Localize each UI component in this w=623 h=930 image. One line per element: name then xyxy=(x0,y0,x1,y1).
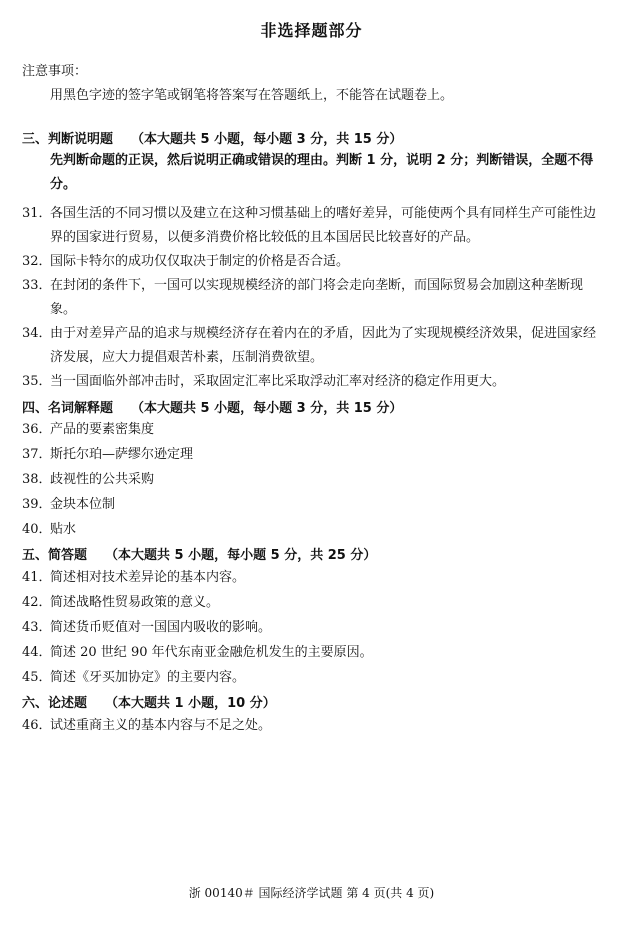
question-text: 简述战略性贸易政策的意义。 xyxy=(50,595,220,610)
question-item xyxy=(22,666,607,690)
question-number: 42． xyxy=(22,595,52,610)
question-number: 40． xyxy=(22,522,52,537)
question-text: 简述货币贬值对一国国内吸收的影响。 xyxy=(50,620,272,635)
question-text: 国际卡特尔的成功仅仅取决于制定的价格是否合适。 xyxy=(50,254,350,269)
question-number: 32． xyxy=(22,254,52,269)
section-instruction: 先判断命题的正误，然后说明正确或错误的理由。判断 1 分，说明 2 分；判断错误，全题不得分。 xyxy=(50,153,594,192)
section-heading-judgement xyxy=(22,128,402,147)
page-title: 非选择题部分 xyxy=(260,21,363,40)
question-number: 34． xyxy=(22,326,52,341)
question-item xyxy=(22,641,607,665)
question-item xyxy=(22,616,607,640)
question-number: 37． xyxy=(22,447,52,462)
section-heading-terms xyxy=(22,397,402,416)
question-item xyxy=(22,274,607,322)
section-heading-essay xyxy=(22,692,276,711)
question-number: 41． xyxy=(22,570,52,585)
question-number: 38． xyxy=(22,472,52,487)
question-item xyxy=(22,250,607,274)
question-text: 斯托尔珀—萨缪尔逊定理 xyxy=(50,447,194,462)
question-item xyxy=(22,566,607,590)
section-score-note: （本大题共 5 小题，每小题 3 分，共 15 分） xyxy=(131,401,403,416)
section-score-note: （本大题共 1 小题，10 分） xyxy=(105,696,276,711)
section-score-note: （本大题共 5 小题，每小题 3 分，共 15 分） xyxy=(131,132,403,147)
question-item xyxy=(22,493,607,517)
question-text: 试述重商主义的基本内容与不足之处。 xyxy=(50,718,272,733)
question-text: 产品的要素密集度 xyxy=(50,422,155,437)
question-text: 简述相对技术差异论的基本内容。 xyxy=(50,570,246,585)
section-title: 六、论述题 xyxy=(22,696,88,711)
question-text: 简述《牙买加协定》的主要内容。 xyxy=(50,670,246,685)
question-text: 简述 20 世纪 90 年代东南亚金融危机发生的主要原因。 xyxy=(50,645,373,660)
section-title: 四、名词解释题 xyxy=(22,401,114,416)
question-text: 当一国面临外部冲击时，采取固定汇率比采取浮动汇率对经济的稳定作用更大。 xyxy=(50,374,506,389)
question-number: 43． xyxy=(22,620,52,635)
question-text: 金块本位制 xyxy=(50,497,116,512)
question-item xyxy=(22,518,607,542)
question-item xyxy=(22,418,607,442)
question-item xyxy=(22,443,607,467)
question-item xyxy=(22,468,607,492)
question-number: 31． xyxy=(22,206,52,221)
question-number: 45． xyxy=(22,670,52,685)
question-item xyxy=(22,370,607,394)
question-number: 33． xyxy=(22,278,52,293)
page-footer: 浙 00140＃ 国际经济学试题 第 4 页(共 4 页) xyxy=(188,886,435,900)
question-item xyxy=(22,591,607,615)
question-item xyxy=(22,714,607,738)
question-number: 44． xyxy=(22,645,52,660)
question-number: 36． xyxy=(22,422,52,437)
section-title: 三、判断说明题 xyxy=(22,132,114,147)
question-number: 39． xyxy=(22,497,52,512)
section-title: 五、简答题 xyxy=(22,548,88,563)
question-item xyxy=(22,202,607,250)
notice-text: 用黑色字迹的签字笔或钢笔将答案写在答题纸上，不能答在试题卷上。 xyxy=(50,88,454,103)
question-text: 在封闭的条件下，一国可以实现规模经济的部门将会走向垄断，而国际贸易会加剧这种垄断现象。 xyxy=(50,278,584,317)
section-heading-short-answer xyxy=(22,544,376,563)
question-text: 贴水 xyxy=(50,522,77,537)
question-text: 歧视性的公共采购 xyxy=(50,472,155,487)
notice-label: 注意事项： xyxy=(22,64,88,79)
question-text: 由于对差异产品的追求与规模经济存在着内在的矛盾，因此为了实现规模经济效果，促进国家经济发展，应大力提倡艰苦朴素，压制消费欲望。 xyxy=(50,326,597,365)
question-number: 35． xyxy=(22,374,52,389)
question-text: 各国生活的不同习惯以及建立在这种习惯基础上的嗜好差异，可能使两个具有同样生产可能性边界的国家进行贸易，以便多消费价格比较低的且本国居民比较喜好的产品。 xyxy=(50,206,597,245)
section-score-note: （本大题共 5 小题，每小题 5 分，共 25 分） xyxy=(105,548,377,563)
question-number: 46． xyxy=(22,718,52,733)
question-item xyxy=(22,322,607,370)
